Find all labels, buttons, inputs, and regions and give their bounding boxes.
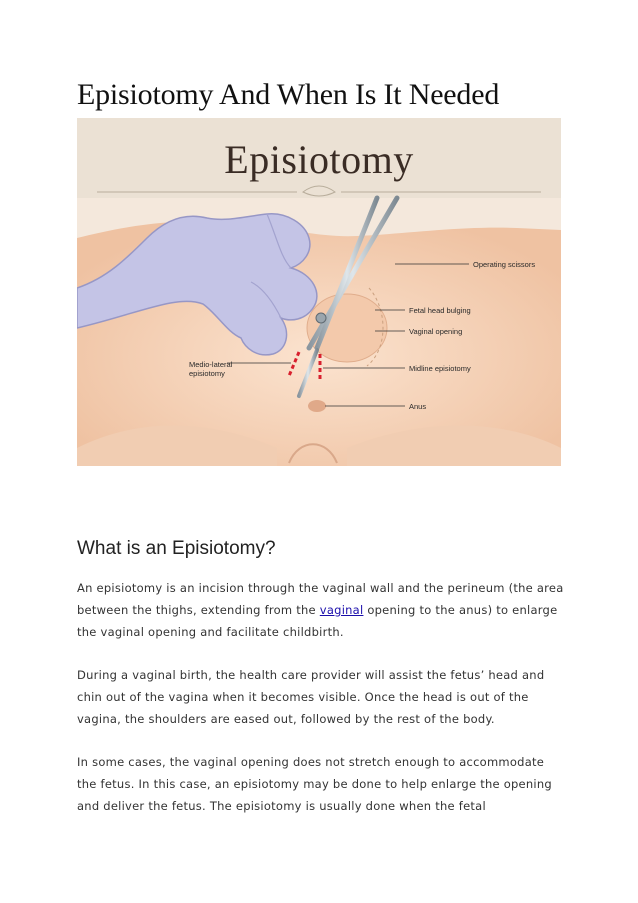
anus-mark	[308, 400, 326, 412]
paragraph-definition-end: opening to the anus) to enlarge the vaginal opening and facilitate childbirth.	[77, 603, 558, 639]
label-operating-scissors: Operating scissors	[473, 260, 536, 269]
paragraph-definition-start: An episiotomy is an incision through the vaginal wall and the perineum (the area between the thighs, extending from the	[77, 581, 564, 617]
illustration-heading: Episiotomy	[224, 137, 414, 182]
label-fetal-head-bulging: Fetal head bulging	[409, 306, 471, 315]
paragraph-birth-process: During a vaginal birth, the health care provider will assist the fetus’ head and chin out of the vagina when it becomes visible. Once the head is out of the vagina, the shoulders are eased out, followed by the rest of the body.	[77, 668, 545, 726]
page-title: Episiotomy And When Is It Needed	[77, 78, 500, 111]
paragraph-when-needed: In some cases, the vaginal opening does not stretch enough to accommodate the fetus. In this case, an episiotomy may be done to help enlarge the opening and deliver the fetus. The episiotomy is usually done when the fetal	[77, 755, 552, 813]
scissor-pivot	[316, 313, 326, 323]
label-vaginal-opening: Vaginal opening	[409, 327, 463, 336]
paragraph-definition	[77, 577, 567, 643]
episiotomy-illustration	[77, 118, 561, 466]
label-midline-episiotomy: Midline episiotomy	[409, 364, 471, 373]
label-medio-lateral-line1: Medio-lateral	[189, 360, 233, 369]
label-anus: Anus	[409, 402, 427, 411]
vaginal-link[interactable]: vaginal	[319, 603, 364, 617]
section-heading: What is an Episiotomy?	[77, 538, 276, 559]
label-medio-lateral	[189, 360, 232, 378]
label-medio-lateral-line2: episiotomy	[189, 369, 225, 378]
